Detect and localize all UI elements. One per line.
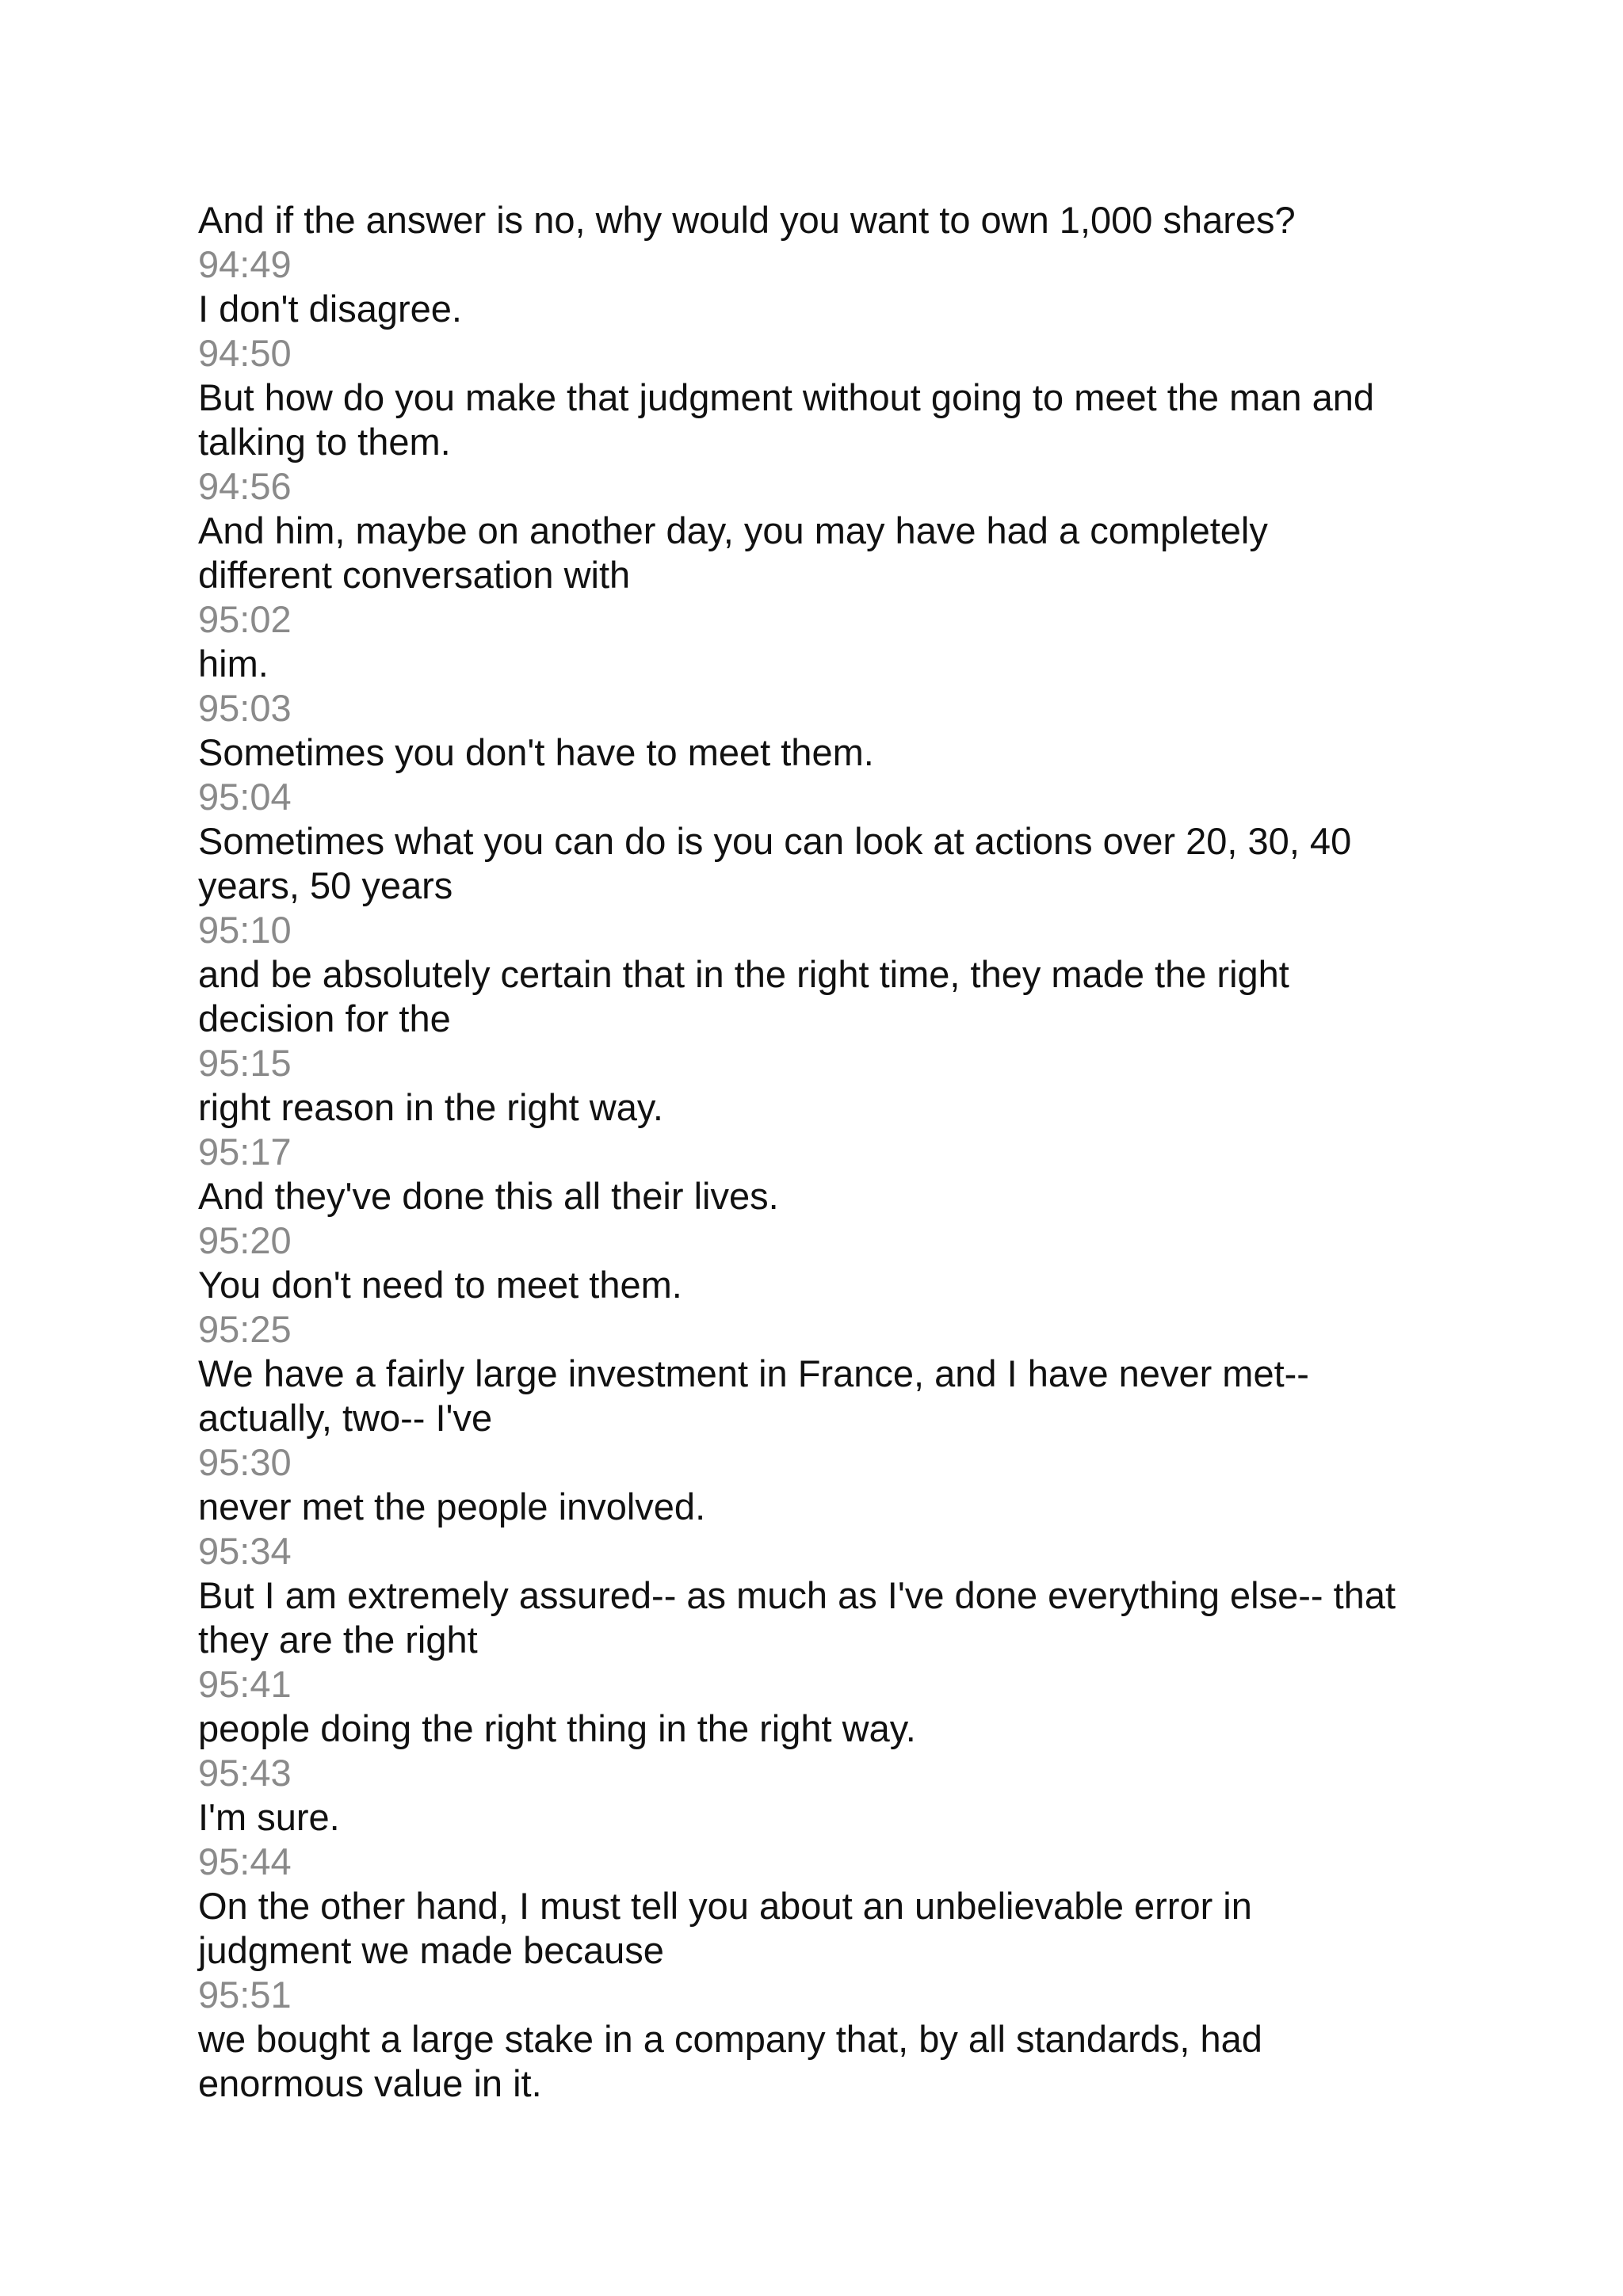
transcript-entry (198, 1440, 1450, 1529)
transcript-entry (198, 1130, 1450, 1219)
transcript-line: and be absolutely certain that in the right time, they made the right (198, 953, 1289, 995)
transcript-line: we bought a large stake in a company that, by all standards, had (198, 2018, 1262, 2060)
transcript-entry (198, 1307, 1450, 1440)
timestamp: 95:43 (198, 1752, 292, 1794)
transcript-line: But I am extremely assured-- as much as I've done everything else-- that (198, 1574, 1396, 1616)
timestamp: 94:49 (198, 243, 292, 285)
transcript-line: And him, maybe on another day, you may have had a completely (198, 509, 1268, 551)
transcript-line: And if the answer is no, why would you want to own 1,000 shares? (198, 199, 1296, 241)
transcript-entry (198, 464, 1450, 597)
transcript-line: years, 50 years (198, 864, 453, 906)
timestamp: 95:04 (198, 776, 292, 818)
transcript-line: I don't disagree. (198, 288, 462, 330)
transcript-line: enormous value in it. (198, 2062, 542, 2104)
transcript-entry (198, 1529, 1450, 1662)
timestamp: 94:56 (198, 465, 292, 507)
timestamp: 95:30 (198, 1441, 292, 1483)
transcript-line: people doing the right thing in the right way. (198, 1707, 916, 1749)
timestamp: 95:10 (198, 909, 292, 951)
transcript-entry (198, 1840, 1450, 1973)
transcript-line: But how do you make that judgment without going to meet the man and (198, 376, 1375, 418)
transcript-entry (198, 331, 1450, 464)
transcript-line: Sometimes what you can do is you can look at actions over 20, 30, 40 (198, 820, 1352, 862)
transcript-line: decision for the (198, 997, 451, 1039)
transcript-entry (198, 686, 1450, 775)
transcript-line: actually, two-- I've (198, 1397, 493, 1439)
transcript-line: On the other hand, I must tell you about an unbelievable error in (198, 1885, 1252, 1927)
timestamp: 95:03 (198, 687, 292, 729)
timestamp: 95:51 (198, 1974, 292, 2016)
transcript-line: never met the people involved. (198, 1486, 706, 1527)
transcript-entry (198, 1973, 1450, 2106)
transcript-line: right reason in the right way. (198, 1086, 663, 1128)
transcript-line: talking to them. (198, 421, 451, 463)
transcript-line: I'm sure. (198, 1796, 340, 1838)
timestamp: 95:44 (198, 1840, 292, 1882)
transcript-entry (198, 1041, 1450, 1130)
timestamp: 95:17 (198, 1131, 292, 1173)
timestamp: 95:34 (198, 1530, 292, 1572)
transcript-line: And they've done this all their lives. (198, 1175, 779, 1217)
transcript-line: judgment we made because (198, 1929, 664, 1971)
transcript-entry (198, 1662, 1450, 1751)
transcript-entry (198, 908, 1450, 1041)
timestamp: 95:25 (198, 1308, 292, 1350)
transcript-entry (198, 242, 1450, 331)
transcript-entry (198, 1219, 1450, 1307)
transcript-line: We have a fairly large investment in France, and I have never met-- (198, 1352, 1309, 1394)
timestamp: 95:41 (198, 1663, 292, 1705)
timestamp: 95:02 (198, 598, 292, 640)
timestamp: 95:20 (198, 1219, 292, 1261)
transcript-line: Sometimes you don't have to meet them. (198, 731, 874, 773)
transcript-entry (198, 597, 1450, 686)
transcript-line: You don't need to meet them. (198, 1264, 682, 1306)
timestamp: 95:15 (198, 1042, 292, 1084)
transcript-entry (198, 775, 1450, 908)
transcript-entry (198, 1751, 1450, 1840)
transcript-line: they are the right (198, 1619, 478, 1661)
timestamp: 94:50 (198, 332, 292, 374)
transcript-line: him. (198, 643, 269, 685)
transcript-entry (198, 198, 1450, 242)
transcript-line: different conversation with (198, 554, 631, 596)
transcript-page (198, 198, 1450, 2106)
